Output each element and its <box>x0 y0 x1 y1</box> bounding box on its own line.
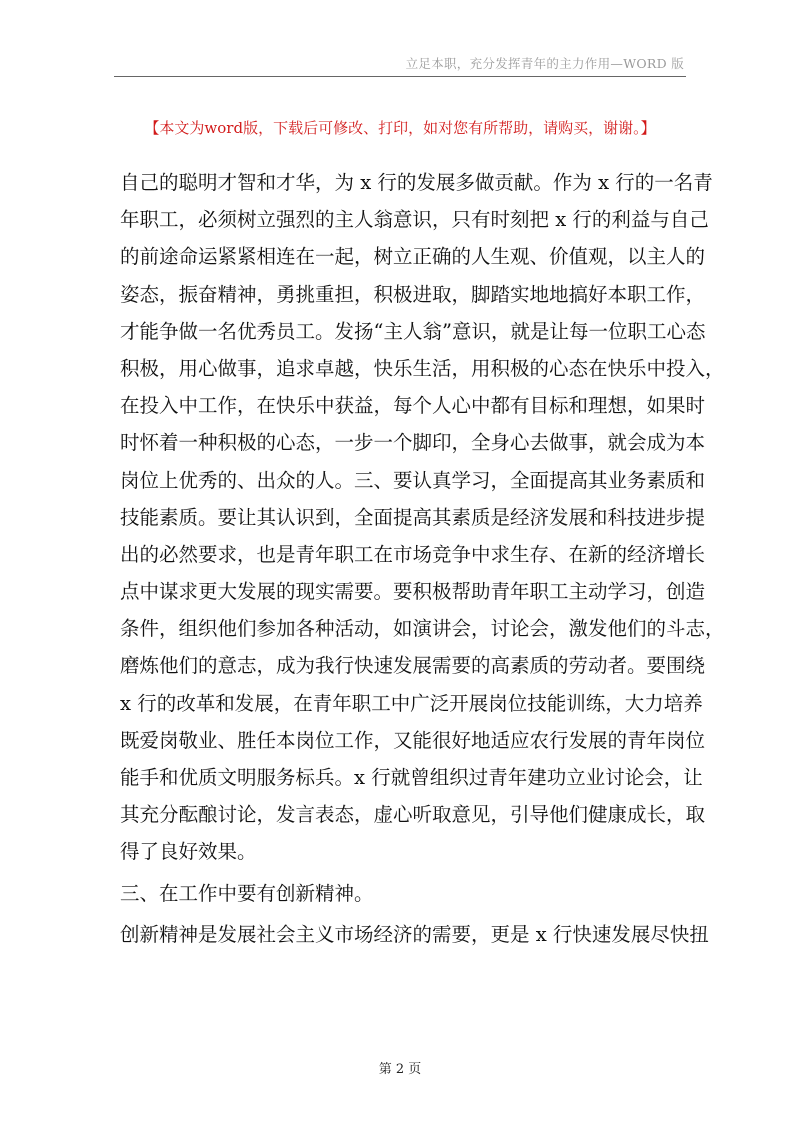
header-divider <box>114 76 686 77</box>
text-line: 才能争做一名优秀员工。发扬“主人翁”意识，就是让每一位职工心态 <box>120 319 706 343</box>
text-line: 既爱岗敬业、胜任本岗位工作，又能很好地适应农行发展的青年岗位 <box>120 728 706 752</box>
text-line: 条件，组织他们参加各种活动，如演讲会，讨论会，激发他们的斗志， <box>120 617 725 641</box>
text-line: 磨炼他们的意志，成为我行快速发展需要的高素质的劳动者。要围绕 <box>120 654 706 678</box>
text-line: 技能素质。要让其认识到，全面提高其素质是经济发展和科技进步提 <box>120 505 706 529</box>
section-heading: 三、在工作中要有创新精神。 <box>120 881 374 905</box>
text-line: 年职工，必须树立强烈的主人翁意识，只有时刻把 x 行的利益与自己 <box>120 208 709 232</box>
text-line: 自己的聪明才智和才华，为 x 行的发展多做贡献。作为 x 行的一名青 <box>120 171 713 194</box>
text-line: 能手和优质文明服务标兵。x 行就曾组织过青年建功立业讨论会，让 <box>120 766 703 789</box>
text-line: 创新精神是发展社会主义市场经济的需要，更是 x 行快速发展尽快扭 <box>120 922 709 946</box>
text-line: x 行的改革和发展，在青年职工中广泛开展岗位技能训练，大力培养 <box>120 691 703 715</box>
document-body <box>120 168 725 957</box>
text-line: 岗位上优秀的、出众的人。三、要认真学习，全面提高其业务素质和 <box>120 468 706 492</box>
text-line: 姿态，振奋精神，勇挑重担，积极进取，脚踏实地地搞好本职工作， <box>120 282 706 306</box>
text-line: 得了良好效果。 <box>120 840 257 864</box>
text-line: 在投入中工作，在快乐中获益，每个人心中都有目标和理想，如果时 <box>120 394 706 418</box>
download-notice: 【本文为word版，下载后可修改、打印，如对您有所帮助，请购买，谢谢。】 <box>144 119 656 137</box>
paragraph-1 <box>120 168 725 875</box>
text-line: 其充分酝酿讨论，发言表态，虚心听取意见，引导他们健康成长，取 <box>120 803 706 827</box>
paragraph-2 <box>120 920 709 957</box>
text-line: 出的必然要求，也是青年职工在市场竞争中求生存、在新的经济增长 <box>120 542 706 566</box>
page-number: 第 2 页 <box>378 1062 422 1077</box>
page-header-title: 立足本职，充分发挥青年的主力作用—WORD 版 <box>405 56 684 71</box>
text-line: 时怀着一种积极的心态，一步一个脚印，全身心去做事，就会成为本 <box>120 431 706 455</box>
text-line: 的前途命运紧紧相连在一起，树立正确的人生观、价值观，以主人的 <box>120 245 706 269</box>
text-line: 积极，用心做事，追求卓越，快乐生活，用积极的心态在快乐中投入， <box>120 356 725 380</box>
text-line: 点中谋求更大发展的现实需要。要积极帮助青年职工主动学习，创造 <box>120 580 706 604</box>
